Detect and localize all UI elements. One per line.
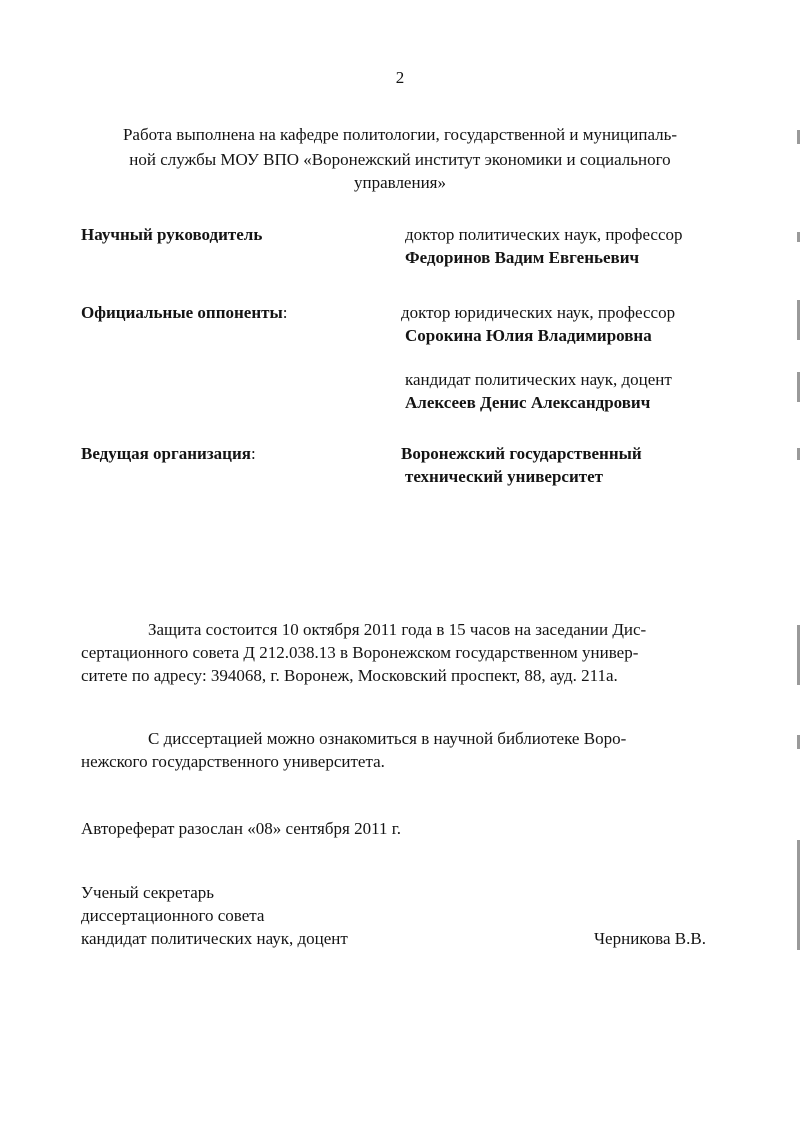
autoreferat-sent-line: Автореферат разослан «08» сентября 2011 г. — [81, 819, 402, 838]
secretary-line-1: Ученый секретарь — [81, 883, 215, 902]
secretary-name: Черникова В.В. — [594, 929, 706, 948]
secretary-line-3: кандидат политических наук, доцент — [81, 929, 348, 948]
opponents-label-row — [81, 303, 288, 323]
organization-name-line-2: технический университет — [405, 467, 604, 486]
page-number: 2 — [395, 68, 405, 87]
organization-label-row — [81, 444, 256, 464]
supervisor-name: Федоринов Вадим Евгеньевич — [405, 248, 640, 267]
scan-edge-marks — [796, 0, 800, 1134]
intro-line-3: управления» — [354, 173, 446, 192]
opponent-2-title: кандидат политических наук, доцент — [405, 370, 672, 389]
library-paragraph — [81, 727, 718, 773]
opponent-1-title: доктор юридических наук, профессор — [401, 303, 676, 322]
organization-name-line-1: Воронежский государственный — [401, 444, 642, 463]
opponents-label: Официальные оппоненты — [81, 303, 283, 322]
supervisor-label: Научный руководитель — [81, 225, 263, 244]
defense-line-1: Защита состоится 10 октября 2011 года в 15 часов на заседании Дис- — [148, 620, 647, 639]
supervisor-title: доктор политических наук, профессор — [405, 225, 683, 244]
defense-line-3: ситете по адресу: 394068, г. Воронеж, Московский проспект, 88, ауд. 211а. — [81, 666, 618, 685]
defense-paragraph — [81, 618, 718, 687]
organization-label: Ведущая организация — [81, 444, 251, 463]
intro-line-2: ной службы МОУ ВПО «Воронежский институт экономики и социального — [129, 150, 671, 169]
organization-label-colon: : — [250, 444, 256, 463]
secretary-line-2: диссертационного совета — [81, 906, 265, 925]
opponent-2-name: Алексеев Денис Александрович — [405, 393, 651, 412]
defense-line-2: сертационного совета Д 212.038.13 в Воронежском государственном универ- — [81, 643, 639, 662]
opponents-label-colon: : — [282, 303, 288, 322]
library-line-2: нежского государственного университета. — [81, 752, 385, 771]
intro-line-1: Работа выполнена на кафедре политологии, государственной и муниципаль- — [122, 125, 678, 144]
library-line-1: С диссертацией можно ознакомиться в научной библиотеке Воро- — [148, 729, 627, 748]
opponent-1-name: Сорокина Юлия Владимировна — [405, 326, 652, 345]
